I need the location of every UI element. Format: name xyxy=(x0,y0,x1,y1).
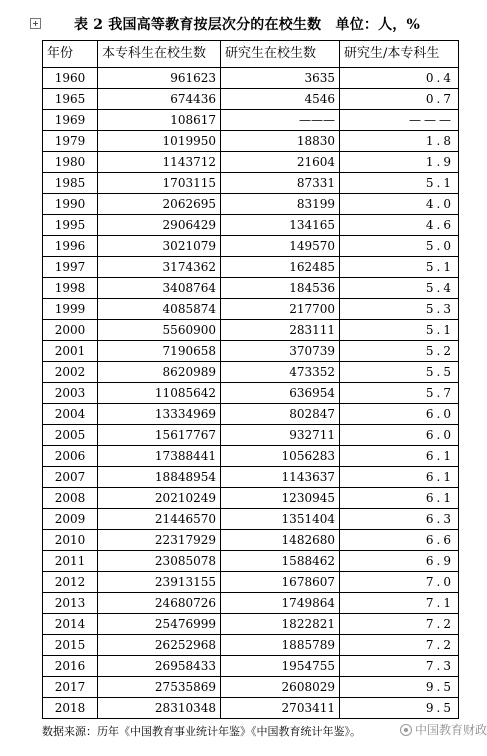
cell-year: 1996 xyxy=(43,236,98,257)
cell-postgrad-count: 473352 xyxy=(221,362,340,383)
table-row xyxy=(43,446,459,467)
table-row xyxy=(43,362,459,383)
table-row xyxy=(43,215,459,236)
cell-ratio: 5.7 xyxy=(340,383,459,404)
cell-undergrad-count: 5560900 xyxy=(98,320,221,341)
table-row xyxy=(43,677,459,698)
cell-ratio: 5.2 xyxy=(340,341,459,362)
cell-year: 1980 xyxy=(43,152,98,173)
cell-year: 2013 xyxy=(43,593,98,614)
cell-undergrad-count: 2906429 xyxy=(98,215,221,236)
cell-ratio: 6.1 xyxy=(340,467,459,488)
wechat-logo-icon xyxy=(400,724,412,736)
cell-ratio: 7.2 xyxy=(340,614,459,635)
table-row xyxy=(43,698,459,719)
cell-undergrad-count: 1703115 xyxy=(98,173,221,194)
cell-year: 2007 xyxy=(43,467,98,488)
cell-year: 2005 xyxy=(43,425,98,446)
cell-undergrad-count: 21446570 xyxy=(98,509,221,530)
cell-undergrad-count: 3021079 xyxy=(98,236,221,257)
cell-year: 2012 xyxy=(43,572,98,593)
cell-postgrad-count: 217700 xyxy=(221,299,340,320)
cell-undergrad-count: 7190658 xyxy=(98,341,221,362)
cell-postgrad-count: 4546 xyxy=(221,89,340,110)
cell-undergrad-count: 961623 xyxy=(98,68,221,89)
table-header-row xyxy=(43,41,459,68)
cell-postgrad-count: 1678607 xyxy=(221,572,340,593)
table-body xyxy=(43,68,459,719)
cell-postgrad-count: 1822821 xyxy=(221,614,340,635)
cell-postgrad-count: 87331 xyxy=(221,173,340,194)
cell-ratio: 6.1 xyxy=(340,446,459,467)
table-row xyxy=(43,236,459,257)
cell-year: 2015 xyxy=(43,635,98,656)
table-row xyxy=(43,614,459,635)
cell-year: 1965 xyxy=(43,89,98,110)
table-row xyxy=(43,89,459,110)
cell-undergrad-count: 18848954 xyxy=(98,467,221,488)
cell-ratio: 5.1 xyxy=(340,320,459,341)
cell-undergrad-count: 8620989 xyxy=(98,362,221,383)
cell-undergrad-count: 20210249 xyxy=(98,488,221,509)
cell-year: 2001 xyxy=(43,341,98,362)
table-row xyxy=(43,131,459,152)
table-row xyxy=(43,509,459,530)
cell-postgrad-count: 149570 xyxy=(221,236,340,257)
enrollment-table xyxy=(42,40,459,719)
cell-year: 1997 xyxy=(43,257,98,278)
table-row xyxy=(43,110,459,131)
cell-year: 2017 xyxy=(43,677,98,698)
cell-ratio: 5.1 xyxy=(340,173,459,194)
cell-postgrad-count: 636954 xyxy=(221,383,340,404)
cell-postgrad-count: 134165 xyxy=(221,215,340,236)
cell-ratio: 9.5 xyxy=(340,677,459,698)
cell-postgrad-count: 932711 xyxy=(221,425,340,446)
cell-ratio: 6.9 xyxy=(340,551,459,572)
cell-ratio: 5.4 xyxy=(340,278,459,299)
cell-ratio: 0.7 xyxy=(340,89,459,110)
cell-ratio: 5.3 xyxy=(340,299,459,320)
table-row xyxy=(43,593,459,614)
cell-postgrad-count: 2608029 xyxy=(221,677,340,698)
cell-ratio: 5.0 xyxy=(340,236,459,257)
cell-undergrad-count: 1143712 xyxy=(98,152,221,173)
watermark xyxy=(400,721,487,738)
cell-year: 1960 xyxy=(43,68,98,89)
table-row xyxy=(43,488,459,509)
column-header-postgrad: 研究生在校生数 xyxy=(221,41,340,68)
column-header-ratio: 研究生/本专科生 xyxy=(340,41,459,68)
cell-undergrad-count: 674436 xyxy=(98,89,221,110)
cell-postgrad-count: 3635 xyxy=(221,68,340,89)
cell-postgrad-count: 370739 xyxy=(221,341,340,362)
cell-year: 2006 xyxy=(43,446,98,467)
cell-postgrad-count: ——— xyxy=(221,110,340,131)
cell-undergrad-count: 28310348 xyxy=(98,698,221,719)
table-move-handle-icon[interactable] xyxy=(30,18,41,29)
table-row xyxy=(43,572,459,593)
cell-undergrad-count: 26958433 xyxy=(98,656,221,677)
column-header-undergrad: 本专科生在校生数 xyxy=(98,41,221,68)
cell-ratio: 7.0 xyxy=(340,572,459,593)
table-row xyxy=(43,152,459,173)
cell-year: 1969 xyxy=(43,110,98,131)
cell-undergrad-count: 3174362 xyxy=(98,257,221,278)
cell-year: 1995 xyxy=(43,215,98,236)
table-row xyxy=(43,383,459,404)
cell-undergrad-count: 23913155 xyxy=(98,572,221,593)
cell-postgrad-count: 283111 xyxy=(221,320,340,341)
table-row xyxy=(43,68,459,89)
cell-undergrad-count: 2062695 xyxy=(98,194,221,215)
table-row xyxy=(43,278,459,299)
cell-undergrad-count: 108617 xyxy=(98,110,221,131)
table-row xyxy=(43,299,459,320)
cell-postgrad-count: 1056283 xyxy=(221,446,340,467)
cell-postgrad-count: 1143637 xyxy=(221,467,340,488)
cell-postgrad-count: 1954755 xyxy=(221,656,340,677)
cell-ratio: 1.9 xyxy=(340,152,459,173)
cell-postgrad-count: 802847 xyxy=(221,404,340,425)
cell-ratio: 0.4 xyxy=(340,68,459,89)
cell-year: 2008 xyxy=(43,488,98,509)
cell-undergrad-count: 13334969 xyxy=(98,404,221,425)
cell-undergrad-count: 11085642 xyxy=(98,383,221,404)
cell-ratio: 5.1 xyxy=(340,257,459,278)
cell-ratio: 1.8 xyxy=(340,131,459,152)
cell-undergrad-count: 22317929 xyxy=(98,530,221,551)
cell-undergrad-count: 24680726 xyxy=(98,593,221,614)
cell-year: 2010 xyxy=(43,530,98,551)
cell-ratio: 7.3 xyxy=(340,656,459,677)
cell-year: 2002 xyxy=(43,362,98,383)
watermark-text: 中国教育财政 xyxy=(415,723,487,737)
table-row xyxy=(43,404,459,425)
cell-ratio: 6.3 xyxy=(340,509,459,530)
cell-year: 1985 xyxy=(43,173,98,194)
table-row xyxy=(43,425,459,446)
table-row xyxy=(43,173,459,194)
cell-year: 2009 xyxy=(43,509,98,530)
cell-year: 2004 xyxy=(43,404,98,425)
table-row xyxy=(43,257,459,278)
cell-ratio: 6.6 xyxy=(340,530,459,551)
cell-postgrad-count: 83199 xyxy=(221,194,340,215)
cell-year: 2018 xyxy=(43,698,98,719)
table-row xyxy=(43,341,459,362)
cell-postgrad-count: 21604 xyxy=(221,152,340,173)
cell-undergrad-count: 15617767 xyxy=(98,425,221,446)
cell-postgrad-count: 1351404 xyxy=(221,509,340,530)
cell-undergrad-count: 17388441 xyxy=(98,446,221,467)
cell-year: 2014 xyxy=(43,614,98,635)
table-title: 表 2 我国高等教育按层次分的在校生数 单位：人，% xyxy=(74,17,420,33)
cell-postgrad-count: 162485 xyxy=(221,257,340,278)
cell-postgrad-count: 2703411 xyxy=(221,698,340,719)
cell-postgrad-count: 1885789 xyxy=(221,635,340,656)
table-row xyxy=(43,467,459,488)
data-source-note: 数据来源：历年《中国教育事业统计年鉴》《中国教育统计年鉴》。 xyxy=(42,725,361,738)
cell-ratio: 7.2 xyxy=(340,635,459,656)
cell-postgrad-count: 1482680 xyxy=(221,530,340,551)
cell-year: 1990 xyxy=(43,194,98,215)
cell-year: 2003 xyxy=(43,383,98,404)
cell-ratio: 6.1 xyxy=(340,488,459,509)
table-row xyxy=(43,551,459,572)
table-row xyxy=(43,635,459,656)
cell-year: 1998 xyxy=(43,278,98,299)
cell-undergrad-count: 1019950 xyxy=(98,131,221,152)
cell-undergrad-count: 25476999 xyxy=(98,614,221,635)
table-row xyxy=(43,194,459,215)
cell-undergrad-count: 4085874 xyxy=(98,299,221,320)
cell-year: 1999 xyxy=(43,299,98,320)
cell-ratio: 4.0 xyxy=(340,194,459,215)
cell-undergrad-count: 23085078 xyxy=(98,551,221,572)
cell-ratio: 9.5 xyxy=(340,698,459,719)
cell-postgrad-count: 18830 xyxy=(221,131,340,152)
cell-ratio: 5.5 xyxy=(340,362,459,383)
cell-postgrad-count: 1230945 xyxy=(221,488,340,509)
table-row xyxy=(43,656,459,677)
table-row xyxy=(43,530,459,551)
cell-year: 1979 xyxy=(43,131,98,152)
cell-year: 2000 xyxy=(43,320,98,341)
cell-postgrad-count: 1749864 xyxy=(221,593,340,614)
cell-ratio: 4.6 xyxy=(340,215,459,236)
cell-year: 2016 xyxy=(43,656,98,677)
cell-ratio: 6.0 xyxy=(340,425,459,446)
cell-year: 2011 xyxy=(43,551,98,572)
cell-undergrad-count: 3408764 xyxy=(98,278,221,299)
column-header-year: 年份 xyxy=(43,41,98,68)
cell-ratio: ——— xyxy=(340,110,459,131)
cell-ratio: 7.1 xyxy=(340,593,459,614)
cell-undergrad-count: 26252968 xyxy=(98,635,221,656)
cell-ratio: 6.0 xyxy=(340,404,459,425)
cell-undergrad-count: 27535869 xyxy=(98,677,221,698)
table-row xyxy=(43,320,459,341)
cell-postgrad-count: 1588462 xyxy=(221,551,340,572)
cell-postgrad-count: 184536 xyxy=(221,278,340,299)
